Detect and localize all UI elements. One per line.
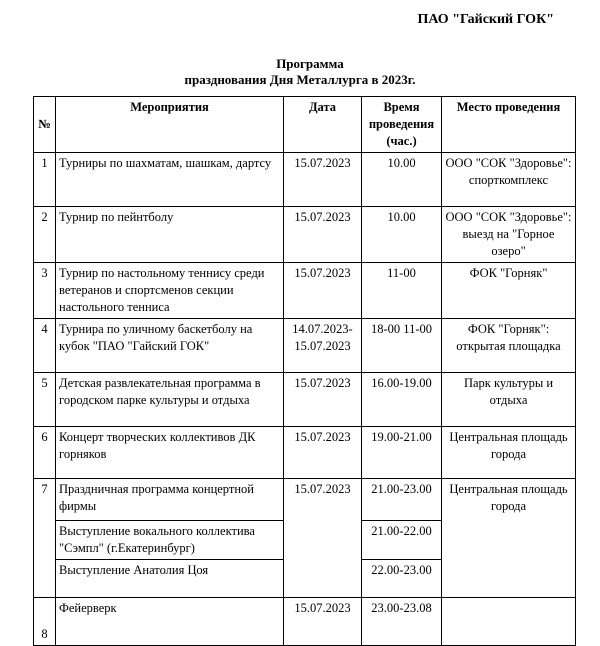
table-row — [34, 263, 576, 319]
row-place: Парк культуры и отдыха — [442, 373, 576, 427]
row-date: 15.07.2023 — [284, 153, 362, 207]
row-date: 15.07.2023 — [284, 479, 362, 598]
row-place: ООО "СОК "Здоровье": спорткомплекс — [442, 153, 576, 207]
row-date: 15.07.2023 — [284, 373, 362, 427]
row-time: 21.00-22.00 — [362, 521, 442, 560]
row-date: 15.07.2023 — [284, 207, 362, 263]
row-event: Турнир по пейнтболу — [56, 207, 284, 263]
row-date: 15.07.2023 — [284, 263, 362, 319]
row-date: 15.07.2023 — [284, 427, 362, 479]
header-date: Дата — [284, 97, 362, 153]
organization-name: ПАО "Гайский ГОК" — [417, 12, 554, 27]
row-event: Детская развлекательная программа в городском парке культуры и отдыха — [56, 373, 284, 427]
table-row — [34, 207, 576, 263]
row-time: 10.00 — [362, 153, 442, 207]
row-event: Турниры по шахматам, шашкам, дартсу — [56, 153, 284, 207]
row-place — [442, 598, 576, 646]
header-time: Время проведения (час.) — [362, 97, 442, 153]
row-num: 7 — [34, 479, 56, 598]
table-row — [34, 427, 576, 479]
row-event: Турнир по настольному теннису среди ветеранов и спортсменов секции настольного тенниса — [56, 263, 284, 319]
row-time: 22.00-23.00 — [362, 560, 442, 598]
header-event: Мероприятия — [56, 97, 284, 153]
row-event: Фейерверк — [56, 598, 284, 646]
row-num: 8 — [34, 598, 56, 646]
row-place: Центральная площадь города — [442, 427, 576, 479]
row-date: 14.07.2023- 15.07.2023 — [284, 319, 362, 373]
table-row — [34, 373, 576, 427]
row-num: 2 — [34, 207, 56, 263]
row-num: 1 — [34, 153, 56, 207]
row-num: 5 — [34, 373, 56, 427]
row-event: Турнира по уличному баскетболу на кубок "ПАО "Гайский ГОК" — [56, 319, 284, 373]
header-num: № — [34, 97, 56, 153]
row-num: 6 — [34, 427, 56, 479]
document-title: Программа — [276, 56, 344, 71]
row-time: 16.00-19.00 — [362, 373, 442, 427]
table-row — [34, 479, 576, 521]
row-time: 10.00 — [362, 207, 442, 263]
row-time: 19.00-21.00 — [362, 427, 442, 479]
row-time: 21.00-23.00 — [362, 479, 442, 521]
table-header-row — [34, 97, 576, 153]
document-subtitle: празднования Дня Металлурга в 2023г. — [184, 72, 416, 87]
table-row — [34, 153, 576, 207]
row-time: 23.00-23.08 — [362, 598, 442, 646]
row-place: ФОК "Горняк": открытая площадка — [442, 319, 576, 373]
row-place: ООО "СОК "Здоровье": выезд на "Горное озеро" — [442, 207, 576, 263]
row-event: Выступление вокального коллектива "Сэмпл" (г.Екатеринбург) — [56, 521, 284, 560]
row-date: 15.07.2023 — [284, 598, 362, 646]
row-event: Концерт творческих коллективов ДК горняков — [56, 427, 284, 479]
header-place: Место проведения — [442, 97, 576, 153]
row-event: Праздничная программа концертной фирмы — [56, 479, 284, 521]
row-time: 18-00 11-00 — [362, 319, 442, 373]
row-time: 11-00 — [362, 263, 442, 319]
row-num: 3 — [34, 263, 56, 319]
table-row — [34, 598, 576, 646]
row-num: 4 — [34, 319, 56, 373]
row-place: Центральная площадь города — [442, 479, 576, 598]
row-event: Выступление Анатолия Цоя — [56, 560, 284, 598]
row-place: ФОК "Горняк" — [442, 263, 576, 319]
table-row — [34, 319, 576, 373]
program-table — [33, 96, 576, 646]
